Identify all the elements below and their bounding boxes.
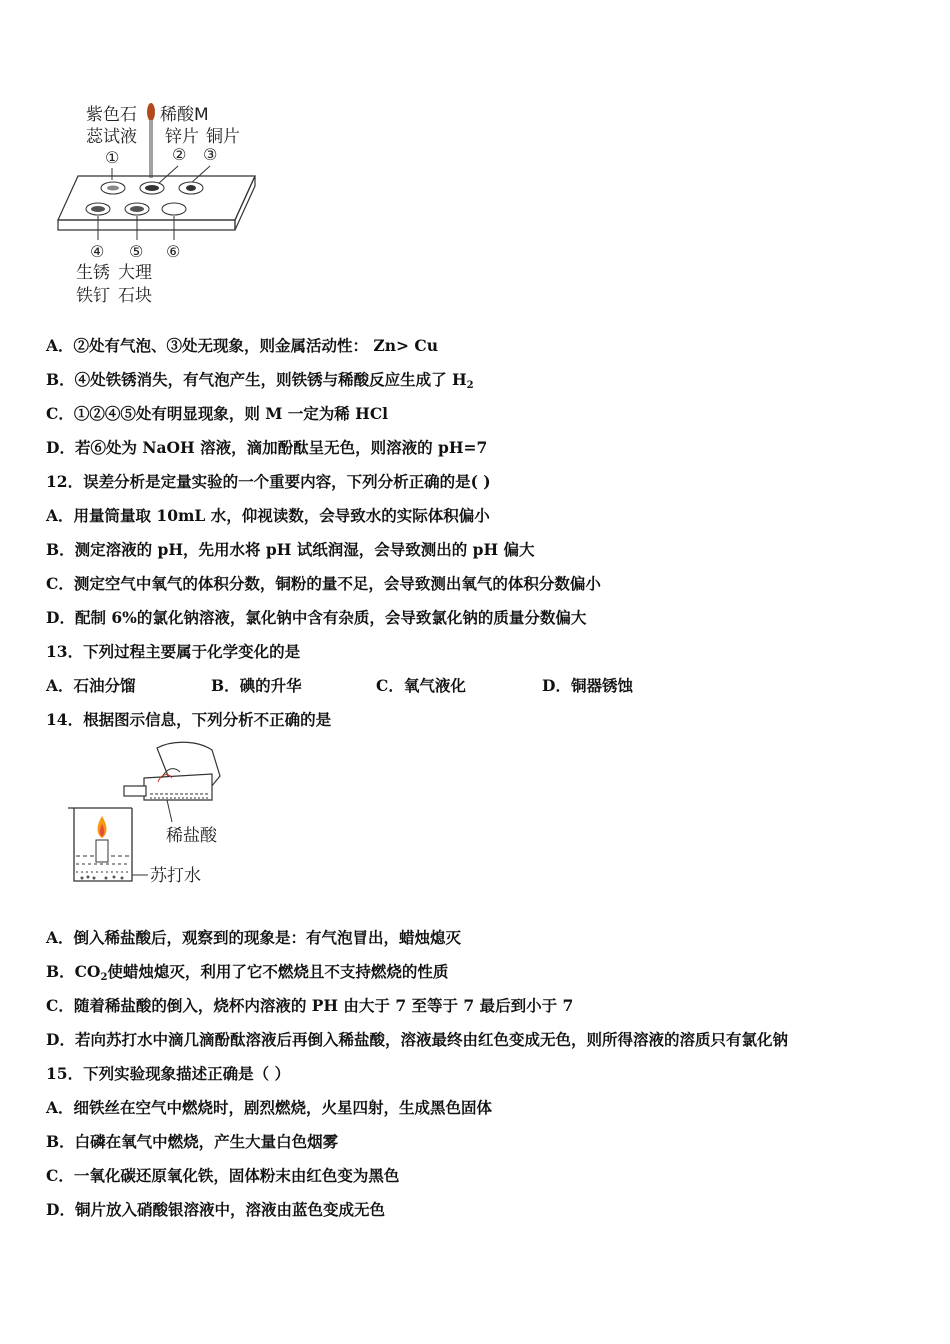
q14-option-b-prefix: B．CO bbox=[46, 962, 101, 981]
label-nail-line1: 生锈 bbox=[76, 263, 110, 283]
q11-option-c: C．①②④⑤处有明显现象，则 M 一定为稀 HCl bbox=[46, 404, 389, 423]
mark-4: ④ bbox=[90, 242, 105, 261]
q14-option-c: C．随着稀盐酸的倒入，烧杯内溶液的 PH 由大于 7 至等于 7 最后到小于 7 bbox=[46, 996, 574, 1015]
q11-option-b-sub: 2 bbox=[466, 380, 474, 391]
q13-option-c: C．氧气液化 bbox=[376, 676, 466, 695]
mark-3: ③ bbox=[203, 145, 218, 164]
q12-option-b: B．测定溶液的 pH，先用水将 pH 试纸润湿，会导致测出的 pH 偏大 bbox=[46, 540, 535, 559]
label-litmus-line2: 蕊试液 bbox=[86, 127, 137, 147]
q13-stem: 13．下列过程主要属于化学变化的是 bbox=[46, 642, 301, 661]
wells bbox=[86, 182, 203, 215]
beaker-candle-figure bbox=[62, 738, 232, 888]
q12-stem: 12．误差分析是定量实验的一个重要内容，下列分析正确的是( ) bbox=[46, 472, 491, 491]
mark-6: ⑥ bbox=[166, 242, 181, 261]
mark-1: ① bbox=[105, 148, 120, 167]
q14-option-b-suffix: 使蜡烛熄灭，利用了它不燃烧且不支持燃烧的性质 bbox=[107, 962, 449, 981]
well-plate-figure bbox=[50, 98, 270, 308]
candle-icon bbox=[96, 816, 108, 862]
label-acid-m: 稀酸M bbox=[160, 105, 209, 125]
label-nail-line2: 铁钉 bbox=[76, 286, 110, 306]
q14-stem: 14．根据图示信息，下列分析不正确的是 bbox=[46, 710, 332, 729]
q15-stem: 15．下列实验现象描述正确是（ ） bbox=[46, 1064, 290, 1083]
q14-option-a: A．倒入稀盐酸后，观察到的现象是：有气泡冒出，蜡烛熄灭 bbox=[46, 928, 462, 947]
sediment bbox=[81, 876, 124, 880]
label-copper: 铜片 bbox=[206, 127, 240, 147]
label-marble-line1: 大理 bbox=[118, 263, 152, 283]
q12-option-d: D．配制 6%的氯化钠溶液，氯化钠中含有杂质，会导致氯化钠的质量分数偏大 bbox=[46, 608, 587, 627]
q15-option-a: A．细铁丝在空气中燃烧时，剧烈燃烧，火星四射，生成黑色固体 bbox=[46, 1098, 493, 1117]
q13-option-a: A．石油分馏 bbox=[46, 676, 136, 695]
label-litmus-line1: 紫色石 bbox=[86, 105, 137, 125]
hand-bottle-icon bbox=[124, 742, 220, 800]
q11-option-a: A．②处有气泡、③处无现象，则金属活动性： Zn> Cu bbox=[46, 336, 438, 355]
q12-option-a: A．用量筒量取 10mL 水，仰视读数，会导致水的实际体积偏小 bbox=[46, 506, 490, 525]
dropper-icon bbox=[147, 103, 155, 178]
label-marble-line2: 石块 bbox=[118, 286, 152, 306]
q13-option-d: D．铜器锈蚀 bbox=[542, 676, 633, 695]
q12-option-c: C．测定空气中氧气的体积分数，铜粉的量不足，会导致测出氧气的体积分数偏小 bbox=[46, 574, 601, 593]
mark-2: ② bbox=[172, 145, 187, 164]
q11-option-b-text: B．④处铁锈消失，有气泡产生，则铁锈与稀酸反应生成了 H bbox=[46, 370, 467, 389]
q14-option-b-sub: 2 bbox=[100, 972, 108, 983]
label-zinc: 锌片 bbox=[165, 127, 199, 147]
label-soda-water: 苏打水 bbox=[150, 866, 201, 886]
q14-option-b bbox=[46, 962, 448, 988]
q14-option-d: D．若向苏打水中滴几滴酚酞溶液后再倒入稀盐酸，溶液最终由红色变成无色，则所得溶液的溶质只有氯化钠 bbox=[46, 1030, 788, 1049]
q15-option-b: B．白磷在氧气中燃烧，产生大量白色烟雾 bbox=[46, 1132, 339, 1151]
q11-option-d: D．若⑥处为 NaOH 溶液，滴加酚酞呈无色，则溶液的 pH=7 bbox=[46, 438, 488, 457]
label-dilute-hcl: 稀盐酸 bbox=[166, 826, 217, 846]
mark-5: ⑤ bbox=[129, 242, 144, 261]
q11-option-b bbox=[46, 370, 474, 396]
q15-option-c: C．一氧化碳还原氧化铁，固体粉末由红色变为黑色 bbox=[46, 1166, 400, 1185]
q15-option-d: D．铜片放入硝酸银溶液中，溶液由蓝色变成无色 bbox=[46, 1200, 385, 1219]
q13-option-b: B．碘的升华 bbox=[211, 676, 302, 695]
